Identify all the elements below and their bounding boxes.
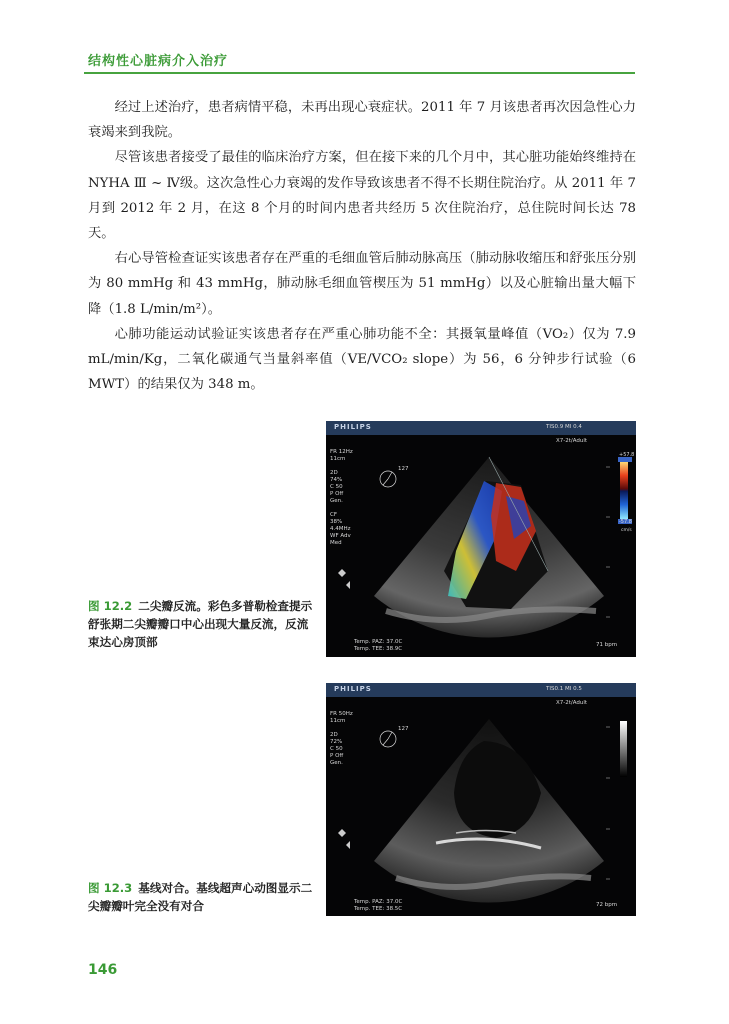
heart-rate: 72 bpm <box>596 902 618 908</box>
echo-image <box>326 421 636 657</box>
figure-caption <box>88 597 316 651</box>
acquisition-params: FR 50Hz 11cm 2D 72% C 50 P Off Gen. <box>330 711 353 766</box>
paragraph: 尽管该患者接受了最佳的临床治疗方案，但在接下来的几个月中，其心脏功能始终维持在 NYHA Ⅲ ~ Ⅳ级。这次急性心力衰竭的发作导致该患者不得不长期住院治疗。从 2011 年 7 月到 2012 年 2 月，在这 8 个月的时间内患者共经历 5 次住院治疗，总住院时间长达 78 天。 <box>88 150 636 242</box>
caption-text: 二尖瓣反流。彩色多普勒检查提示舒张期二尖瓣瓣口中心出现大量反流，反流束达心房顶部 <box>88 599 313 649</box>
angle-readout: 127 <box>398 466 409 472</box>
echo-image <box>326 683 636 916</box>
probe-label: X7-2t/Adult <box>556 700 588 706</box>
probe-label: X7-2t/Adult <box>556 438 588 444</box>
temperature-readout: Temp. PAZ: 37.0C Temp. TEE: 38.9C <box>354 639 403 652</box>
figure-label: 图 12.3 <box>88 881 133 895</box>
tis-mi-readout: TIS0.9 MI 0.4 <box>546 424 582 430</box>
tis-mi-readout: TIS0.1 MI 0.5 <box>546 686 582 692</box>
caption-text: 基线对合。基线超声心动图显示二尖瓣瓣叶完全没有对合 <box>88 881 313 913</box>
echo-figure-baseline <box>326 683 636 916</box>
running-header: 结构性心脏病介入治疗 <box>88 54 229 69</box>
body-text <box>88 95 636 397</box>
echo-header-bar <box>326 683 636 697</box>
heart-rate: 71 bpm <box>596 642 618 648</box>
brand-logo: PHILIPS <box>334 423 372 431</box>
figure-label: 图 12.2 <box>88 599 133 613</box>
temperature-readout: Temp. PAZ: 37.0C Temp. TEE: 38.5C <box>354 899 403 912</box>
colorbar-unit: cm/s <box>621 528 632 533</box>
echo-header-bar <box>326 421 636 435</box>
figure-caption <box>88 879 316 915</box>
page-number: 146 <box>88 962 118 978</box>
colorbar-top-value: +57.8 <box>619 452 635 458</box>
brand-logo: PHILIPS <box>334 685 372 693</box>
paragraph: 右心导管检查证实该患者存在严重的毛细血管后肺动脉高压（肺动脉收缩压和舒张压分别为 80 mmHg 和 43 mmHg，肺动脉毛细血管楔压为 51 mmHg）以及心脏输出量大幅下降（1.8 L/min/m²）。 <box>88 251 636 317</box>
echo-figure-color-doppler <box>326 421 636 657</box>
angle-readout: 127 <box>398 726 409 732</box>
paragraph: 经过上述治疗，患者病情平稳，未再出现心衰症状。2011 年 7 月该患者再次因急性心力衰竭来到我院。 <box>88 100 636 141</box>
header-rule <box>84 72 635 74</box>
colorbar-bottom-value: -57.8 <box>619 519 632 525</box>
paragraph: 心肺功能运动试验证实该患者存在严重心肺功能不全：其摄氧量峰值（VO₂）仅为 7.9 mL/min/Kg，二氧化碳通气当量斜率值（VE/VCO₂ slope）为 56，6 分钟步行试验（6 MWT）的结果仅为 348 m。 <box>88 326 636 393</box>
acquisition-params: FR 12Hz 11cm 2D 74% C 50 P Off Gen. CF 38% 4.4MHz WF Adv Med <box>330 449 353 546</box>
